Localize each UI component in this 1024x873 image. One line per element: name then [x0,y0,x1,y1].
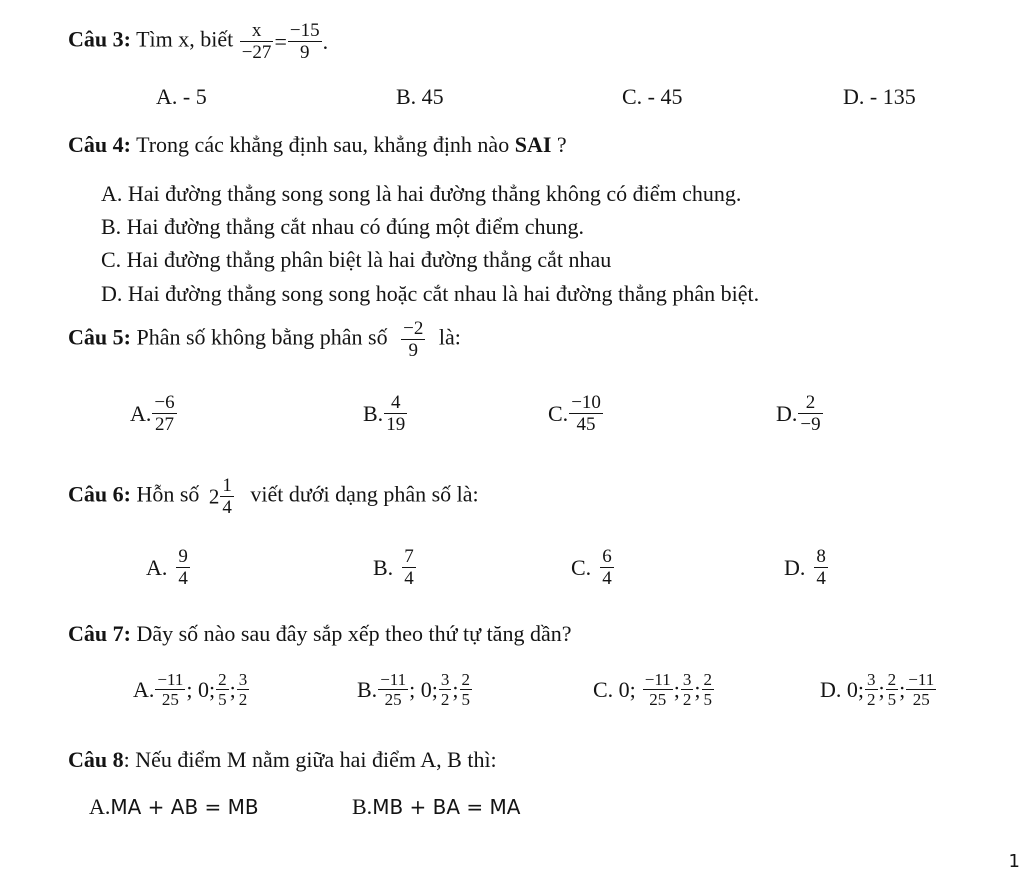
question-7-label: Câu 7: [68,621,131,646]
question-4-emphasis: SAI [514,132,552,157]
q4-option-b[interactable]: B. Hai đường thẳng cắt nhau có đúng một điểm chung. [101,214,585,239]
q7-option-b[interactable]: B. $\frac{-11}{25}$ ; 0; $\frac{3}{2}$ ; $\frac{2}{5}$ [357,670,471,709]
q7-option-c[interactable]: C. 0; $\frac{-11}{25}$ ; $\frac{3}{2}$ ; $\frac{2}{5}$ [593,670,713,709]
question-5-text: Phân số không bằng phân số [136,324,388,350]
q3-option-b[interactable]: B. 45 [396,84,444,109]
q8-option-a[interactable]: A.MA + AB = MB [89,794,259,819]
q3-option-d[interactable]: D. - 135 [843,84,916,109]
q6-option-a[interactable]: A. $\frac{9}{4}$ [146,546,188,589]
question-5-label: Câu 5: [68,324,131,350]
q6-option-d[interactable]: D. $\frac{8}{4}$ [784,546,826,589]
question-6-text: Hỗn số [136,481,200,507]
q4-option-a[interactable]: A. Hai đường thẳng song song là hai đường thẳng không có điểm chung. [101,181,742,206]
question-4-label: Câu 4: [68,132,131,157]
question-4-text: Trong các khẳng định sau, khẳng định nào [136,132,510,157]
page-number: 1 [1008,851,1020,872]
question-6-label: Câu 6: [68,481,131,507]
question-3-fraction-right: $\frac{-15}{9}$ [289,20,320,63]
question-4: Câu 4: Trong các khẳng định sau, khẳng định nào SAI ? [68,132,567,157]
question-3-text: Tìm x, biết [136,26,234,52]
q3-option-a[interactable]: A. - 5 [156,84,207,109]
q4-option-d[interactable]: D. Hai đường thẳng song song hoặc cắt nhau là hai đường thẳng phân biệt. [101,281,760,306]
question-8-text: : Nếu điểm M nằm giữa hai điểm A, B thì: [123,747,497,772]
question-7 [68,621,571,647]
q5-option-d[interactable]: D. $\frac{2}{-9}$ [776,392,821,435]
q7-option-a[interactable]: A. $\frac{-11}{25}$ ; 0; $\frac{2}{5}$ ; $\frac{3}{2}$ [133,670,248,709]
question-5-fraction: $\frac{-2}{9}$ [403,318,424,361]
question-3-fraction-left: $\frac{x}{-27}$ [241,20,272,63]
question-8 [68,747,497,773]
question-3-label: Câu 3: [68,26,131,52]
q5-option-b[interactable]: B. $\frac{4}{19}$ [363,392,406,435]
question-5: Câu 5: Phân số không bằng phân số $\frac{-2}{9}$ là: [68,318,461,361]
q6-option-c[interactable]: C. $\frac{6}{4}$ [571,546,612,589]
q5-option-c[interactable]: C. $\frac{-10}{45}$ [548,392,601,435]
q7-option-d[interactable]: D. 0; $\frac{3}{2}$ ; $\frac{2}{5}$ ; $\frac{-11}{25}$ [820,670,935,709]
q5-option-a[interactable]: A. $\frac{-6}{27}$ [130,392,175,435]
mixed-number: 2 $\frac{1}{4}$ [208,475,232,518]
q8-option-b[interactable]: B.MB + BA = MA [352,794,521,819]
question-6: Câu 6: Hỗn số 2 $\frac{1}{4}$ viết dưới dạng phân số là: [68,475,479,518]
question-8-label: Câu 8 [68,747,124,772]
q3-option-c[interactable]: C. - 45 [622,84,683,109]
q4-option-c[interactable]: C. Hai đường thẳng phân biệt là hai đường thẳng cắt nhau [101,247,612,272]
question-7-text: Dãy số nào sau đây sắp xếp theo thứ tự tăng dần? [136,621,572,646]
question-3: Câu 3: Tìm x, biết $\frac{x}{-27}$ = $\frac{-15}{9}$ . [68,20,329,63]
q6-option-b[interactable]: B. $\frac{7}{4}$ [373,546,414,589]
